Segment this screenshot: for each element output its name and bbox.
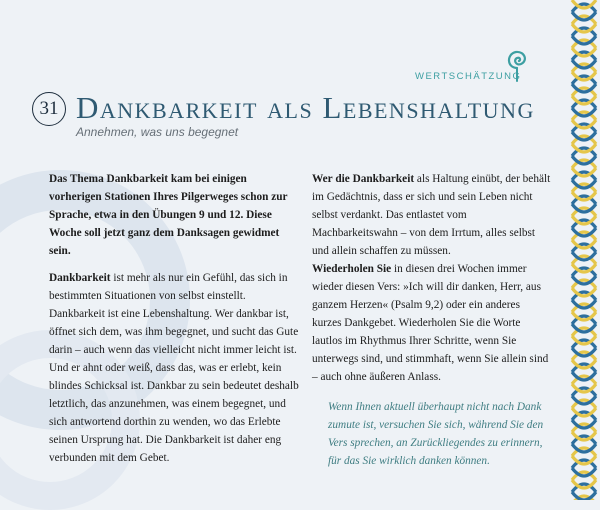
- decorative-border: [568, 0, 600, 500]
- right-column: [312, 170, 552, 470]
- paragraph-lead: Dankbarkeit: [49, 272, 111, 284]
- intro-paragraph: Das Thema Dankbarkeit kam bei einigen vorherigen Stationen Ihres Pilgerweges schon zur Sprache, etwa in den Übungen 9 und 12. Diese Woche soll jetzt ganz dem Danksagen gewidmet sein.: [49, 173, 288, 257]
- haltung-paragraph: [312, 170, 552, 260]
- chapter-number-badge: 31: [32, 92, 66, 126]
- dankbarkeit-paragraph: [49, 269, 299, 467]
- page-subtitle: Annehmen, was uns begegnet: [76, 125, 239, 139]
- wiederholen-paragraph: [312, 260, 552, 386]
- page-title: Dankbarkeit als Lebenshaltung: [76, 90, 535, 125]
- italic-quote: Wenn Ihnen aktuell überhaupt nicht nach Dank zumute ist, versuchen Sie sich, während Sie den Vers sprechen, an Zurückliegendes zu erinnern, für das Sie wirklich danken können.: [328, 401, 544, 467]
- paragraph-body: ist mehr als nur ein Gefühl, das sich in bestimmten Situationen von selbst einstellt. Dankbarkeit ist eine Lebenshaltung. Wer dankbar ist, öffnet sich dem, was ihm begegnet, und sucht das Gute darin – auch wenn das vielleicht nicht immer leicht ist. Und er ahnt oder weiß, dass das, was er erlebt, kein blindes Schicksal ist. Dankbar zu sein bedeutet deshalb letztlich, das anzunehmen, was einem begegnet, und sich antwortend dorthin zu wenden, wo das Erlebte seinen Ursprung hat. Die Dankbarkeit ist daher eng verbunden mit dem Gebet.: [49, 272, 299, 464]
- paragraph-body: als Haltung einübt, der behält im Gedächtnis, dass er sich und sein Leben nicht selbst verdankt. Das entlastet vom Machbarkeitswahn – von dem Irrtum, alles selbst und allein schaffen zu müssen.: [312, 173, 551, 257]
- paragraph-body: in diesen drei Wochen immer wieder diesen Vers: »Ich will dir danken, Herr, aus ganzem Herzen« (Psalm 9,2) oder ein anderes kurzes Dankgebet. Wiederholen Sie die Worte lautlos im Rhythmus Ihrer Schritte, wenn Sie unterwegs sind, und stimmhaft, wenn Sie allein sind – auch ohne äußeren Anlass.: [312, 263, 549, 383]
- paragraph-lead: Wiederholen Sie: [312, 263, 392, 275]
- paragraph-lead: Wer die Dankbarkeit: [312, 173, 415, 185]
- section-label: WERTSCHÄTZUNG: [415, 71, 522, 82]
- left-column: [49, 170, 299, 467]
